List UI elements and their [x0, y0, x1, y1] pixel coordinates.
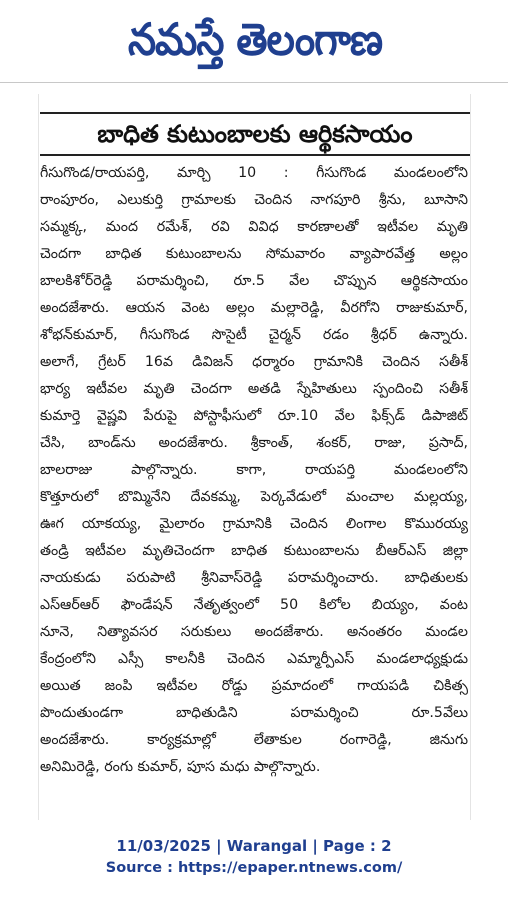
- article-line: బాలరాజు పాల్గొన్నారు. కాగా, రాయపర్తి మండలంలోని: [40, 462, 468, 478]
- article-line: అనిమిరెడ్డి, రంగు కుమార్, పూస మధు పాల్గొన్నారు.: [40, 759, 321, 775]
- article-line: బాలకిశోర్‌రెడ్డి పరామర్శించి, రూ.5 వేల చొప్పున ఆర్థికసాయం: [40, 273, 468, 289]
- article-line: అలాగే, గ్రేటర్ 16వ డివిజన్ ధర్మారం గ్రామానికి చెందిన సతీశ్: [40, 354, 468, 370]
- article-line: కొత్తూరులో బొమ్మినేని దేవకమ్మ, పెర్కవేడులో మంచాల మల్లయ్య,: [40, 489, 468, 505]
- source-link-text: Source : https://epaper.ntnews.com/: [105, 860, 403, 876]
- clip-border-left: [38, 94, 39, 820]
- article-line: అందజేశారు. కార్యక్రమాల్లో లేతాకుల రంగారెడ్డి, జినుగు: [40, 732, 468, 748]
- article-line: రాంపూరం, ఎలుకుర్తి గ్రామాలకు చెందిన నాగపూరి శ్రీను, బూసాని: [40, 192, 468, 208]
- article-line: చేసి, బాండ్‌ను అందజేశారు. శ్రీకాంత్, శంకర్, రాజు, ప్రసాద్,: [40, 435, 468, 451]
- article-line: భార్య ఇటీవల మృతి చెందగా అతడి స్నేహితులు స్పందించి సతీశ్: [40, 381, 468, 397]
- clip-border-right: [470, 94, 471, 820]
- article-line: ఎస్‌ఆర్‌ఆర్ ఫౌండేషన్ నేతృత్వంలో 50 కిలోల బియ్యం, వంట: [40, 597, 468, 613]
- masthead: [0, 0, 508, 83]
- article-line: నాయకుడు పరుపాటి శ్రీనివాస్‌రెడ్డి పరామర్శించారు. బాధితులకు: [40, 570, 468, 586]
- article-body: [40, 160, 468, 781]
- article-line: కుమార్తె వైష్ణవి పేరుపై పోస్టాఫీసులో రూ.10 వేల ఫిక్స్‌డ్ డిపాజిట్: [40, 408, 468, 424]
- article-line: అందజేశారు. ఆయన వెంట అల్లం మల్లారెడ్డి, వీరగోని రాజుకుమార్,: [40, 300, 468, 316]
- article-line: గీసుగొండ/రాయపర్తి, మార్చి 10 : గీసుగొండ మండలంలోని: [40, 165, 468, 181]
- article-headline: బాధిత కుటుంబాలకు ఆర్థికసాయం: [97, 120, 413, 148]
- article-line: శోభన్‌కుమార్, గీసుగొండ సొసైటీ చైర్మన్ రడం శ్రీధర్ ఉన్నారు.: [40, 327, 468, 343]
- article-line: కేంద్రంలోని ఎస్సీ కాలనీకి చెందిన ఎమ్మార్పీఎస్ మండలాధ్యక్షుడు: [40, 651, 468, 667]
- newspaper-logo: నమస్తే తెలంగాణ: [127, 14, 383, 66]
- article-line: తండ్రి ఇటీవల మృతిచెందగా బాధిత కుటుంబాలను బీఆర్‌ఎస్ జిల్లా: [40, 543, 468, 559]
- article-line: ఊగ యాకయ్య, మైలారం గ్రామానికి చెందిన లింగాల కొమురయ్య: [40, 516, 468, 532]
- article-line: అయిత జంపి ఇటీవల రోడ్డు ప్రమాదంలో గాయపడి చికిత్స: [40, 678, 468, 694]
- clipping-footer: [0, 835, 508, 879]
- article-line: సమ్మక్క, మంద రమేశ్, రవి వివిధ కారణాలతో ఇటీవల మృతి: [40, 219, 468, 235]
- article-line: పొందుతుండగా బాధితుడిని పరామర్శించి రూ.5వేలు: [40, 705, 468, 721]
- article-line: నూనె, నిత్యావసర సరుకులు అందజేశారు. అనంతరం మండల: [40, 624, 468, 640]
- edition-info: 11/03/2025 | Warangal | Page : 2: [116, 837, 392, 855]
- headline-box: [40, 112, 470, 156]
- article-line: చెందగా బాధిత కుటుంబాలను సోమవారం వ్యాపారవేత్త అల్లం: [40, 246, 468, 262]
